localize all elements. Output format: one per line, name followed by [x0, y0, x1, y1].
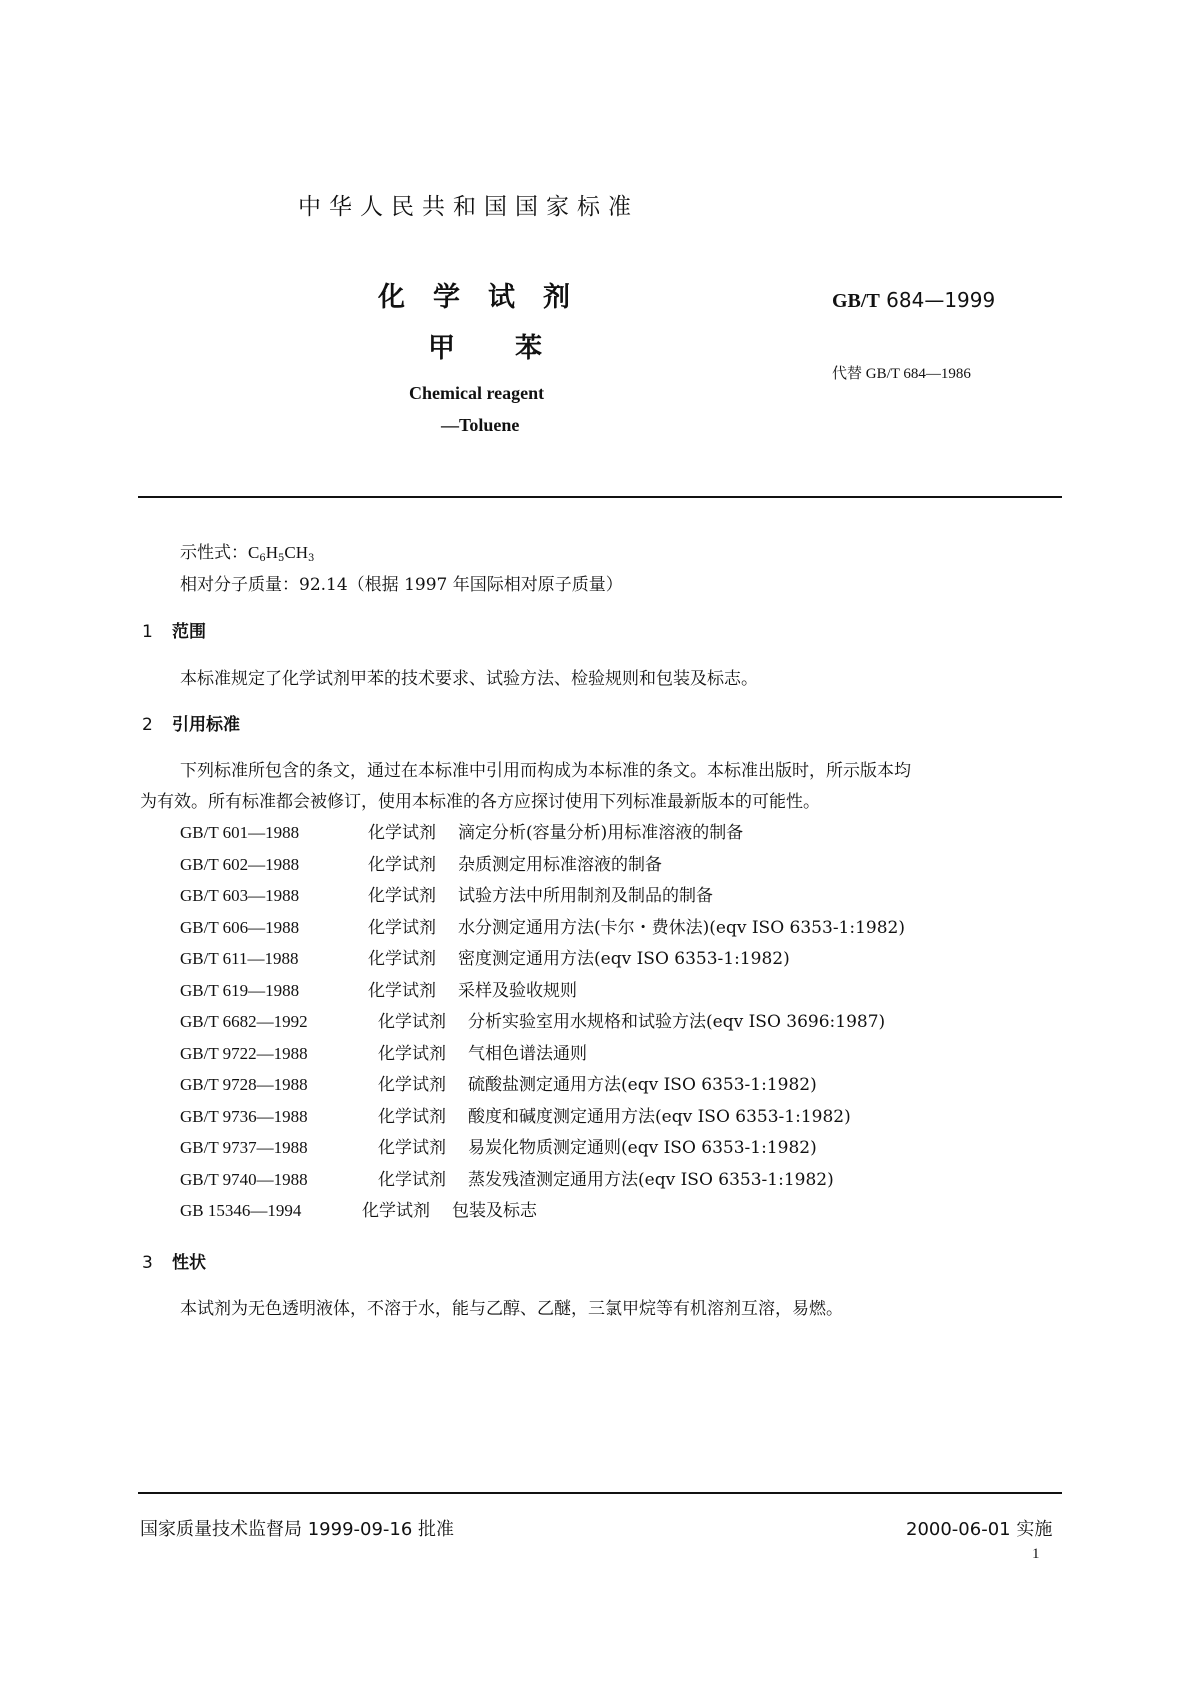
reference-title: 滴定分析(容量分析)用标准溶液的制备: [458, 823, 744, 843]
title-english-line2: —Toluene: [441, 415, 520, 435]
section-2-number: 2: [142, 715, 153, 735]
reference-code: GB/T 9722—1988: [180, 1043, 308, 1063]
approval-line: 国家质量技术监督局 1999-09-16 批准: [140, 1519, 455, 1540]
title-english-line1: Chemical reagent: [409, 383, 545, 403]
reference-category: 化学试剂: [378, 1138, 446, 1158]
reference-title: 蒸发残渣测定通用方法(eqv ISO 6353-1:1982): [468, 1169, 834, 1190]
reference-code: GB/T 603—1988: [180, 886, 300, 905]
reference-code: GB/T 9728—1988: [180, 1075, 308, 1094]
reference-item: [180, 944, 905, 976]
title-chinese-line2: 甲苯: [428, 333, 602, 364]
reference-code: GB 15346—1994: [180, 1201, 302, 1220]
reference-item: [180, 1133, 905, 1165]
reference-item: [180, 976, 905, 1008]
reference-code: GB/T 611—1988: [180, 949, 299, 968]
reference-title: 气相色谱法通则: [468, 1043, 587, 1064]
formula-c-count: 6: [259, 553, 266, 564]
reference-title: 杂质测定用标准溶液的制备: [458, 854, 662, 875]
section-2-text-line2: 为有效。所有标准都会被修订，使用本标准的各方应探讨使用下列标准最新版本的可能性。: [140, 792, 820, 812]
reference-title: 密度测定通用方法(eqv ISO 6353-1:1982): [458, 949, 790, 969]
reference-code: GB/T 602—1988: [180, 854, 300, 874]
reference-title: 水分测定通用方法(卡尔・费休法)(eqv ISO 6353-1:1982): [458, 917, 905, 938]
reference-item: [180, 1007, 905, 1039]
reference-item: [180, 1039, 905, 1071]
reference-item: [180, 850, 905, 882]
reference-list: [180, 818, 905, 1228]
reference-title: 包装及标志: [452, 1201, 537, 1221]
section-1-heading: [142, 617, 206, 642]
reference-title: 硫酸盐测定通用方法(eqv ISO 6353-1:1982): [468, 1075, 817, 1095]
reference-category: 化学试剂: [368, 823, 436, 843]
page-number: 1: [1032, 1546, 1040, 1562]
replaces-standard: 代替 GB/T 684—1986: [832, 366, 971, 382]
reference-code: GB/T 9737—1988: [180, 1138, 308, 1157]
standard-prefix: GB/T: [832, 290, 880, 312]
reference-code: GB/T 606—1988: [180, 917, 300, 937]
reference-item: [180, 1070, 905, 1102]
section-3-heading: [142, 1248, 206, 1273]
reference-category: 化学试剂: [378, 1106, 446, 1127]
reference-code: GB/T 9740—1988: [180, 1169, 308, 1189]
section-1-number: 1: [142, 622, 153, 642]
bottom-divider: [138, 1492, 1062, 1494]
reference-title: 采样及验收规则: [458, 980, 577, 1001]
implementation-date: 2000-06-01 实施: [906, 1519, 1053, 1540]
formula-ch-count: 3: [308, 553, 315, 564]
reference-item: [180, 913, 905, 945]
standard-code: 684—1999: [886, 288, 996, 312]
reference-code: GB/T 9736—1988: [180, 1106, 308, 1126]
section-1-title: 范围: [172, 622, 206, 642]
section-2-title: 引用标准: [172, 715, 240, 735]
standard-number: [832, 288, 995, 313]
reference-item: [180, 818, 905, 850]
section-2-text-line1: 下列标准所包含的条文，通过在本标准中引用而构成为本标准的条文。本标准出版时，所示版本均: [180, 761, 911, 781]
reference-category: 化学试剂: [378, 1012, 446, 1032]
formula-h: H: [265, 543, 278, 562]
reference-category: 化学试剂: [368, 886, 436, 906]
reference-item: [180, 1196, 905, 1228]
title-chinese-line1: 化学试剂: [378, 282, 598, 313]
formula-h-count: 5: [278, 553, 285, 564]
section-1-text: 本标准规定了化学试剂甲苯的技术要求、试验方法、检验规则和包装及标志。: [180, 669, 758, 689]
reference-category: 化学试剂: [378, 1075, 446, 1095]
reference-title: 易炭化物质测定通则(eqv ISO 6353-1:1982): [468, 1138, 817, 1158]
reference-category: 化学试剂: [378, 1169, 446, 1190]
reference-item: [180, 1165, 905, 1197]
formula-ch: CH: [284, 543, 308, 562]
top-divider: [138, 496, 1062, 498]
reference-category: 化学试剂: [362, 1201, 430, 1221]
reference-title: 试验方法中所用制剂及制品的制备: [458, 886, 713, 906]
reference-title: 分析实验室用水规格和试验方法(eqv ISO 3696:1987): [468, 1012, 886, 1032]
section-3-text: 本试剂为无色透明液体，不溶于水，能与乙醇、乙醚，三氯甲烷等有机溶剂互溶，易燃。: [180, 1299, 843, 1319]
reference-title: 酸度和碱度测定通用方法(eqv ISO 6353-1:1982): [468, 1106, 851, 1127]
reference-code: GB/T 6682—1992: [180, 1012, 308, 1031]
formula-label: 示性式：: [180, 543, 248, 563]
section-2-heading: [142, 710, 240, 735]
section-3-title: 性状: [172, 1253, 206, 1273]
reference-code: GB/T 601—1988: [180, 823, 300, 842]
national-standard-heading: 中华人民共和国国家标准: [298, 194, 639, 220]
reference-category: 化学试剂: [378, 1043, 446, 1064]
formula-c: C: [248, 543, 260, 562]
formula-line: [180, 538, 314, 564]
reference-category: 化学试剂: [368, 854, 436, 875]
reference-category: 化学试剂: [368, 949, 436, 969]
molecular-mass-line: 相对分子质量：92.14（根据 1997 年国际相对原子质量）: [180, 575, 623, 595]
reference-category: 化学试剂: [368, 980, 436, 1001]
reference-item: [180, 881, 905, 913]
reference-category: 化学试剂: [368, 917, 436, 938]
section-3-number: 3: [142, 1253, 153, 1273]
reference-code: GB/T 619—1988: [180, 980, 300, 1000]
reference-item: [180, 1102, 905, 1134]
